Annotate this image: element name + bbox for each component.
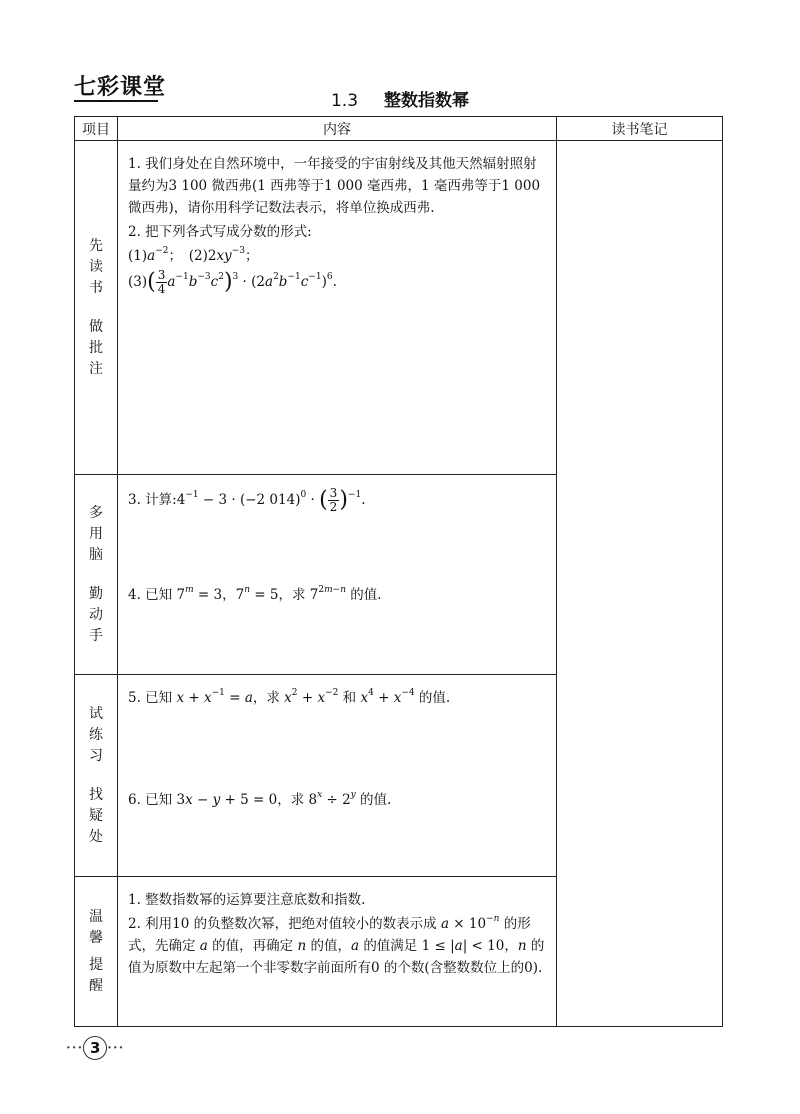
category-cell: 温 馨 提 醒 [75,877,118,1027]
content-cell [118,675,557,877]
category-cell: 先 读 书 做 批 注 [75,141,118,475]
question-2: 2. 把下列各式写成分数的形式: [128,224,312,240]
section-title: 整数指数幂 [384,91,470,111]
page-title [0,86,800,111]
content-cell [118,475,557,675]
content-cell [118,877,557,1027]
brand-logo: 七彩课堂 [74,75,167,100]
header-item: 项目 [75,117,118,141]
page-number: ••• 3 ••• [66,1036,124,1060]
notes-cell[interactable] [557,141,723,1027]
question-2-part-3: (3)( $\frac{3}{4}$ $a^{-1}b^{-3}c^2)^3 \cdot (2a^2b^{-1}c^{-1})^6$. [128,268,337,296]
question-4: 4. 已知 $7^m = 3$，$7^n = 5$，求 $7^{2m-n}$ 的值. [128,585,382,603]
tip-1: 1. 整数指数幂的运算要注意底数和指数. [128,892,366,908]
question-3: 3. 计算$:4^{-1} - 3 \cdot (-2$ 014)$^0$ · ( $\frac{3}{2}$ )$^{-1}$. [128,486,366,514]
question-6: 6. 已知 3x − y + 5 = 0，求 $8^x \div 2^y$ 的值. [128,790,392,808]
category-cell: 多 用 脑 勤 动 手 [75,475,118,675]
table-header-row [75,117,723,141]
tip-2: 2. 利用10 的负整数次幂，把绝对值较小的数表示成 $a \times 10^{-n}$ 的形式，先确定 a 的值，再确定 n 的值，a 的值满足 1 ≤ |a| < 10，n 的值为原数中左起第一个非零数字前面所有0 的个数(含整数数位上的0). [128,914,545,976]
header-notes: 读书笔记 [557,117,723,141]
table-row [75,141,723,475]
category-cell: 试 练 习 找 疑 处 [75,675,118,877]
study-table [74,116,723,1027]
question-5: 5. 已知 $x + x^{-1} = a$，求 $x^2 + x^{-2}$ 和 $x^4 + x^{-4}$ 的值. [128,688,451,706]
question-2-parts: $(1)a^{-2}$； $(2)2xy^{-3}$； [128,246,259,264]
content-cell [118,141,557,475]
question-1: 1. 我们身处在自然环境中，一年接受的宇宙射线及其他天然辐射照射量约为3 100 微西弗(1 西弗等于1 000 毫西弗，1 毫西弗等于1 000 微西弗)，请你用科学记数法表示，将单位换成西弗. [128,156,541,216]
section-number: 1.3 [330,91,359,111]
header-content: 内容 [118,117,557,141]
